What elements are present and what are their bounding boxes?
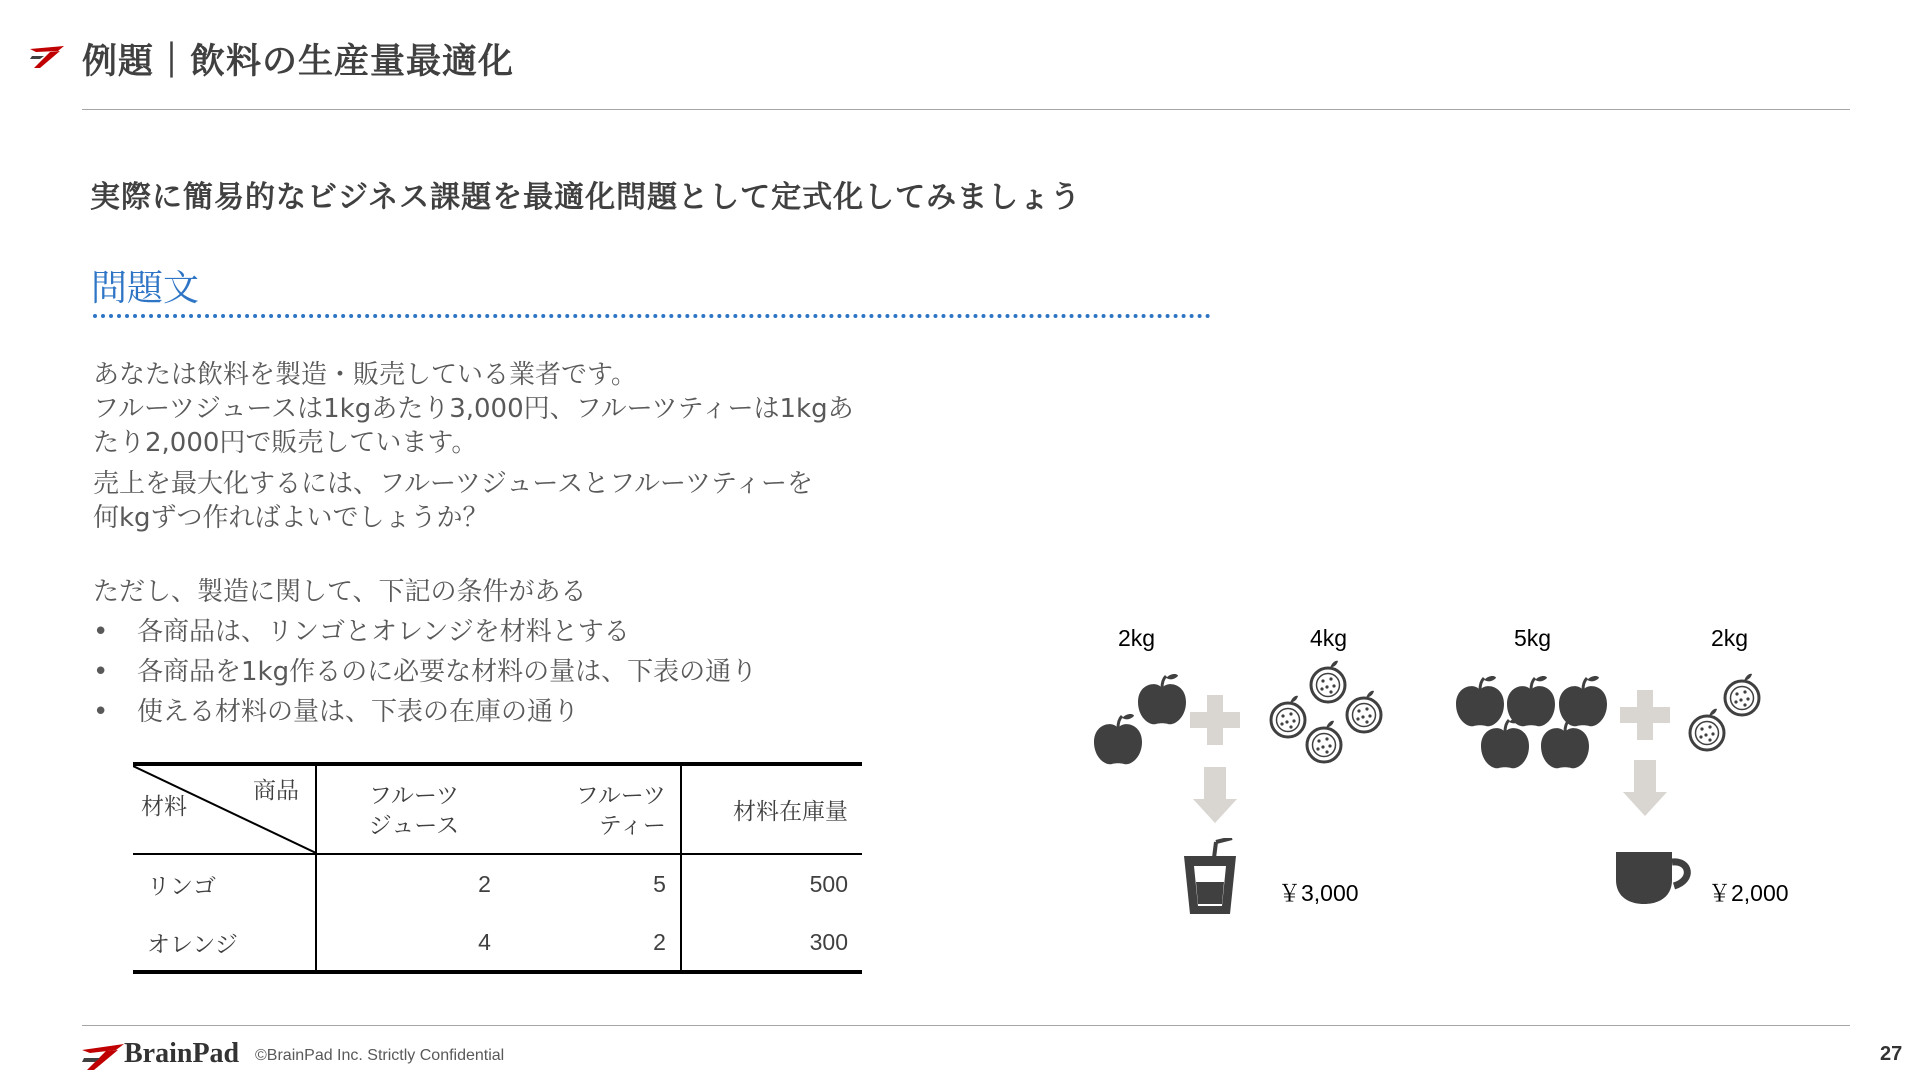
row-label: オレンジ [133, 914, 316, 972]
problem-line: ただし、製造に関して、下記の条件がある [93, 577, 587, 607]
cell-juice: 4 [478, 928, 491, 955]
header-line: ジュース [368, 811, 460, 838]
cell-tea: 5 [501, 854, 681, 914]
table-row [133, 854, 862, 914]
header-line: フルーツ [368, 781, 460, 808]
mug-icon [1614, 850, 1694, 906]
orange-icon [1690, 709, 1724, 750]
problem-line: 何kgずつ作ればよいでしょうか？ [93, 503, 489, 533]
corner-label-product: 商品 [252, 777, 299, 803]
bullet-item [93, 655, 757, 689]
column-header-juice [316, 764, 501, 854]
apple-icon [1456, 676, 1504, 726]
bullet-text: 各商品は、リンゴとオレンジを材料とする [137, 617, 630, 647]
bullet-item [93, 695, 579, 729]
cup-icon [1180, 838, 1240, 918]
copyright-text: ©BrainPad Inc. Strictly Confidential [255, 1047, 505, 1064]
page-number: 27 [1880, 1043, 1903, 1065]
footer-divider [82, 1025, 1850, 1026]
table-row [133, 914, 862, 972]
plus-icon [1615, 685, 1675, 745]
juice-orange-kg-label: 4kg [1310, 625, 1348, 651]
column-header-tea [501, 764, 681, 854]
tea-oranges-group [1680, 665, 1770, 755]
cell-juice: 2 [478, 871, 491, 897]
ingredients-table [133, 762, 862, 974]
bullet-text: 各商品を1kg作るのに必要な材料の量は、下表の通り [137, 657, 758, 687]
apple-icon [1094, 714, 1142, 764]
section-heading: 問題文 [91, 268, 200, 309]
page-subtitle: 実際に簡易的なビジネス課題を最適化問題として定式化してみましょう [90, 180, 1082, 215]
apple-icon [1138, 674, 1186, 724]
orange-icon [1725, 674, 1759, 715]
tea-apple-kg-label: 5kg [1514, 625, 1552, 651]
footer-logo-icon [82, 1044, 124, 1074]
header-line: ティー [598, 811, 666, 838]
arrow-down-icon [1615, 758, 1675, 818]
juice-apple-kg-label: 2kg [1118, 625, 1156, 651]
table-corner-cell [133, 764, 316, 854]
header-line: フルーツ [575, 781, 666, 808]
corner-label-material: 材料 [141, 793, 187, 819]
cell-stock: 500 [809, 871, 848, 897]
orange-icon [1311, 661, 1345, 702]
juice-oranges-group [1260, 655, 1390, 775]
juice-price-label: ￥3,000 [1278, 880, 1359, 906]
bullet-icon: • [93, 657, 109, 687]
bullet-text: 使える材料の量は、下表の在庫の通り [137, 697, 580, 727]
apple-icon [1541, 718, 1589, 768]
row-label: リンゴ [133, 854, 316, 914]
column-header-stock [681, 764, 862, 854]
tea-price-label: ￥2,000 [1708, 880, 1789, 906]
arrow-down-icon [1185, 765, 1245, 825]
problem-line: フルーツジュースは1kgあたり3,000円、フルーツティーは1kgあ [93, 394, 854, 424]
problem-line: あなたは飲料を製造・販売している業者です。 [93, 360, 637, 390]
brand-wordmark: BrainPad [124, 1038, 240, 1069]
cell-tea: 2 [501, 914, 681, 972]
header-line: 材料在庫量 [733, 798, 848, 824]
problem-line: 売上を最大化するには、フルーツジュースとフルーツティーを [93, 469, 813, 499]
title-divider [82, 109, 1850, 110]
cell-stock: 300 [809, 928, 848, 955]
brainpad-logo-icon [30, 46, 64, 72]
plus-icon [1185, 690, 1245, 750]
tea-orange-kg-label: 2kg [1711, 625, 1749, 651]
section-divider [93, 314, 1211, 318]
orange-icon [1347, 691, 1381, 732]
tea-apples-group [1450, 660, 1610, 770]
orange-icon [1307, 721, 1341, 762]
bullet-icon: • [93, 617, 109, 647]
bullet-icon: • [93, 697, 109, 727]
page-title: 例題｜飲料の生産量最適化 [82, 42, 515, 82]
apple-icon [1559, 676, 1607, 726]
problem-line: たり2,000円で販売しています。 [93, 428, 478, 458]
bullet-item [93, 615, 630, 649]
orange-icon [1271, 696, 1305, 737]
